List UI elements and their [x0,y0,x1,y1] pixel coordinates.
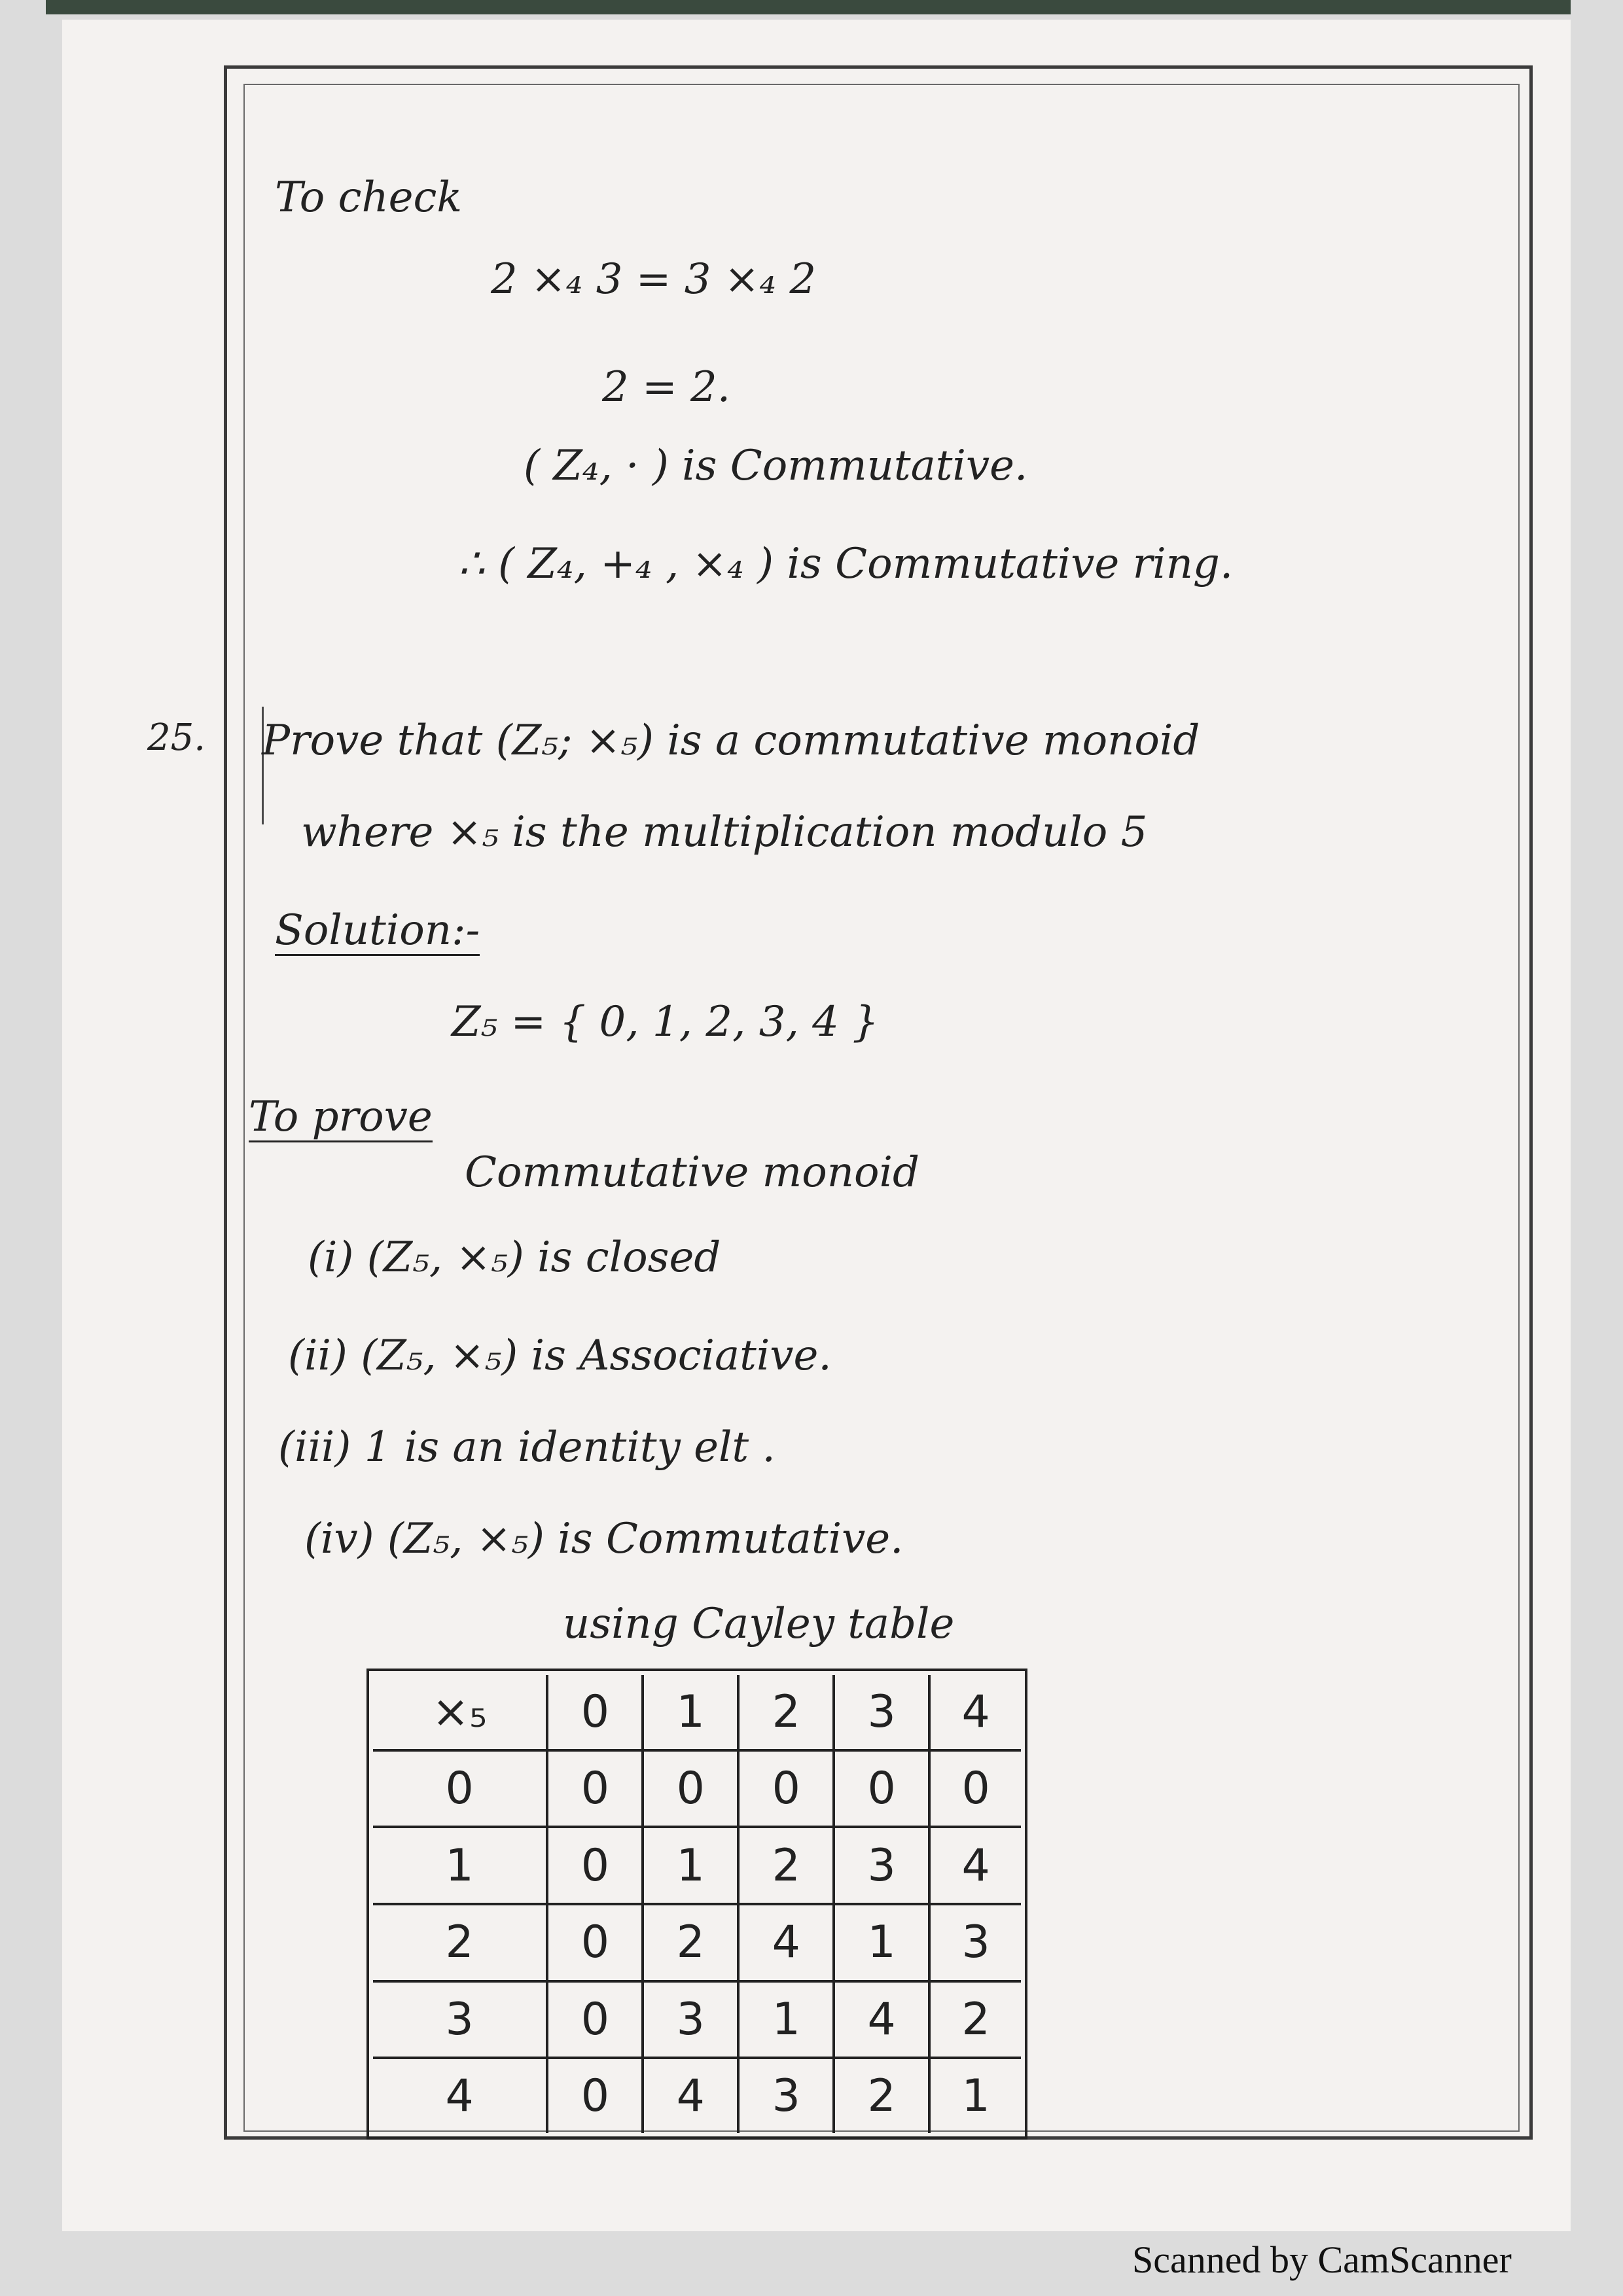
cayley-cell: 2 [929,1981,1021,2058]
check-line-4: ∴ ( Z₄, +₄ , ×₄ ) is Commutative ring. [458,540,1234,588]
cayley-cell: 0 [547,2058,643,2133]
cayley-cell: 2 [834,2058,929,2133]
cayley-cell: 0 [373,1750,547,1828]
cayley-cell: 1 [834,1904,929,1981]
cayley-cell: 2 [738,1827,834,1904]
set-z5: Z₅ = { 0, 1, 2, 3, 4 } [452,998,879,1046]
cayley-cell: 4 [738,1904,834,1981]
cayley-cell: 0 [547,1750,643,1828]
cayley-header-cell: 2 [738,1675,834,1750]
check-line-2: 2 = 2. [602,363,731,412]
cayley-cell: 3 [738,2058,834,2133]
scanner-watermark: Scanned by CamScanner [1132,2238,1512,2281]
cayley-cell: 0 [643,1750,738,1828]
cayley-table [373,1675,1021,2133]
cayley-cell: 4 [929,1827,1021,1904]
problem-number: 25. [147,716,206,759]
cayley-cell: 3 [929,1904,1021,1981]
cayley-row [373,2058,1021,2133]
cayley-row [373,1750,1021,1828]
property-commutative: (iv) (Z₅, ×₅) is Commutative. [304,1515,904,1563]
cayley-cell: 0 [547,1981,643,2058]
cayley-cell: 0 [738,1750,834,1828]
cayley-row [373,1904,1021,1981]
cayley-header-cell: 3 [834,1675,929,1750]
cayley-cell: 4 [373,2058,547,2133]
cayley-cell: 1 [373,1827,547,1904]
cayley-cell: 2 [373,1904,547,1981]
cayley-cell: 1 [643,1827,738,1904]
cayley-cell: 2 [643,1904,738,1981]
property-identity: (iii) 1 is an identity elt . [278,1423,776,1472]
check-line-1: 2 ×₄ 3 = 3 ×₄ 2 [491,255,817,304]
problem-line-2: where ×₅ is the multiplication modulo 5 [301,808,1148,857]
check-heading: To check [275,173,463,222]
to-prove-label: To prove [249,1093,433,1141]
cayley-cell: 1 [929,2058,1021,2133]
problem-line-1: Prove that (Z₅; ×₅) is a commutative monoid [262,716,1200,765]
cayley-cell: 1 [738,1981,834,2058]
cayley-cell: 4 [643,2058,738,2133]
cayley-cell: 0 [834,1750,929,1828]
solution-label: Solution:- [275,906,480,955]
property-closed: (i) (Z₅, ×₅) is closed [308,1233,721,1282]
check-line-3: ( Z₄, · ) is Commutative. [524,442,1028,490]
cayley-row [373,1981,1021,2058]
cayley-cell: 3 [643,1981,738,2058]
to-prove-target: Commutative monoid [465,1148,919,1197]
cayley-cell: 4 [834,1981,929,2058]
scan-edge [46,0,1571,14]
cayley-cell: 3 [373,1981,547,2058]
cayley-header-cell: ×₅ [373,1675,547,1750]
cayley-header-cell: 1 [643,1675,738,1750]
method-cayley: using Cayley table [563,1600,955,1648]
cayley-cell: 0 [929,1750,1021,1828]
cayley-cell: 0 [547,1827,643,1904]
cayley-header-cell: 0 [547,1675,643,1750]
cayley-row [373,1827,1021,1904]
cayley-header-cell: 4 [929,1675,1021,1750]
cayley-cell: 3 [834,1827,929,1904]
cayley-cell: 0 [547,1904,643,1981]
property-associative: (ii) (Z₅, ×₅) is Associative. [288,1332,832,1380]
cayley-header-row [373,1675,1021,1750]
